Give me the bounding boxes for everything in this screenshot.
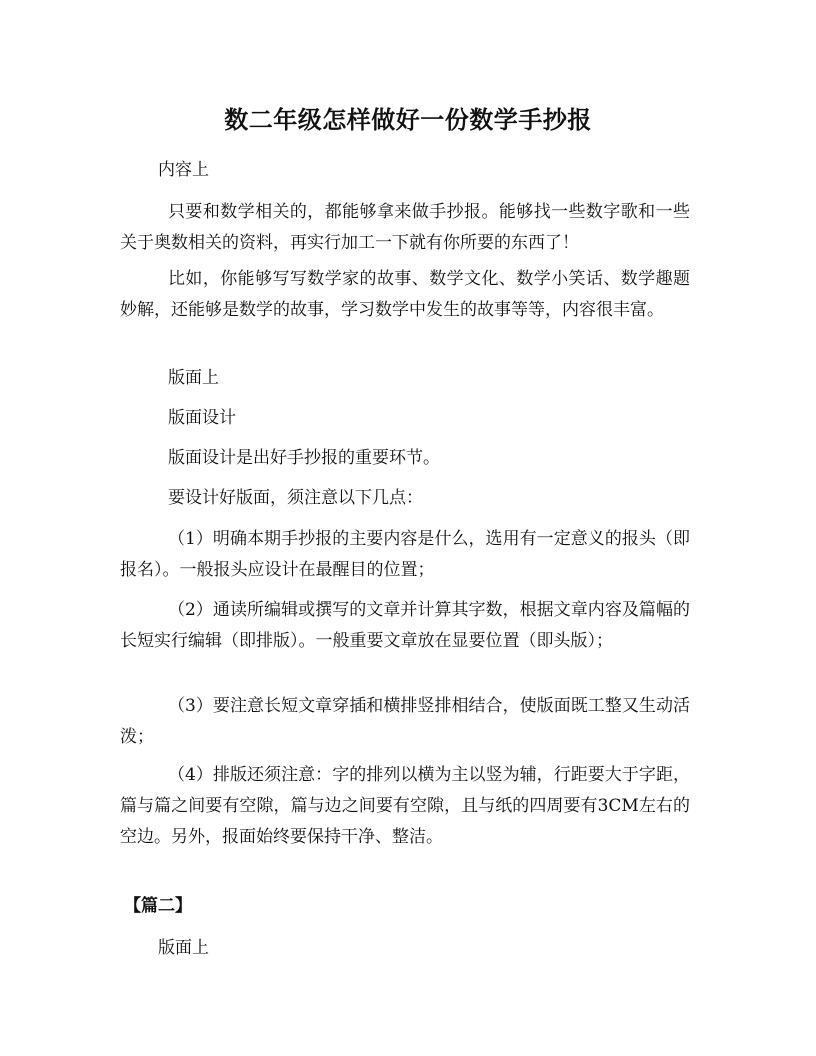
section-heading-content: 内容上 [158,160,209,180]
part2-heading: 【篇二】 [124,896,192,916]
list-item-2: （2）通读所编辑或撰写的文章并计算其字数，根据文章内容及篇幅的长短实行编辑（即排版）。一般重要文章放在显要位置（即头版）； [120,600,690,651]
list-item-1: （1）明确本期手抄报的主要内容是什么，选用有一定意义的报头（即报名）。一般报头应设计在最醒目的位置； [120,529,690,580]
paragraph-content-intro: 只要和数学相关的，都能够拿来做手抄报。能够找一些数字歌和一些关于奥数相关的资料，再实行加工一下就有你所要的东西了！ [120,202,690,253]
line-design-importance: 版面设计是出好手抄报的重要环节。 [168,448,440,468]
list-item-4: （4）排版还须注意：字的排列以横为主以竖为辅，行距要大于字距，篇与篇之间要有空隙，篇与边之间要有空隙，且与纸的四周要有3CM左右的空边。另外，报面始终要保持干净、整洁。 [120,765,690,847]
document-title: 数二年级怎样做好一份数学手抄报 [224,106,592,134]
line-layout-design: 版面设计 [168,408,236,428]
line-layout-heading: 版面上 [168,368,219,388]
part2-subheading: 版面上 [158,938,209,958]
line-points-intro: 要设计好版面，须注意以下几点： [168,488,423,508]
list-item-3: （3）要注意长短文章穿插和横排竖排相结合，使版面既工整又生动活泼； [120,696,690,747]
paragraph-content-examples: 比如，你能够写写数学家的故事、数学文化、数学小笑话、数学趣题妙解，还能够是数学的故事，学习数学中发生的故事等等，内容很丰富。 [120,269,690,320]
